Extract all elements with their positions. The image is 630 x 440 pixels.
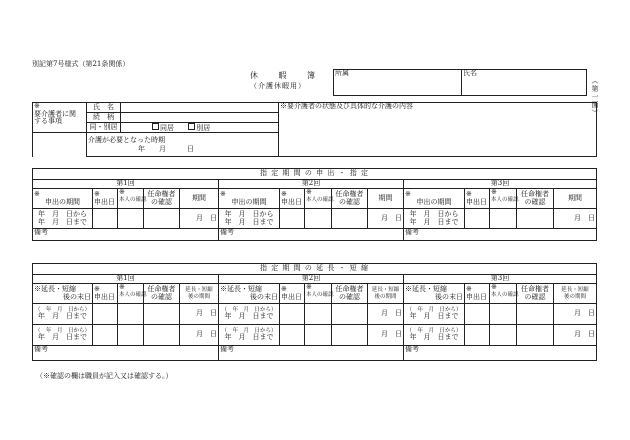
self-confirm-field[interactable] <box>305 304 332 325</box>
designation-table <box>32 168 597 241</box>
ext-end-date-field[interactable]: （ 年 月 日から） 年 月 日まで <box>33 304 93 325</box>
request-date-header: ※ 申出日 <box>465 189 490 209</box>
care-start-label: 介護が必要となった時期 <box>88 135 165 144</box>
name-label: 氏名 <box>463 69 477 77</box>
care-recipient-label <box>33 103 87 133</box>
duration-header: 期間 <box>554 189 597 209</box>
affiliation-label: 所属 <box>335 69 349 77</box>
after-period-header: 延長・短縮 後の期間 <box>554 284 597 304</box>
round-1-header: 第1回 <box>33 180 219 189</box>
duration-field[interactable]: 月 日 <box>180 209 219 229</box>
name-label-cell: 氏 名 <box>87 103 121 113</box>
authority-confirm-header: 任命権者 の確認 <box>517 189 554 209</box>
request-period-header: ※ 申出の期間 <box>219 189 280 209</box>
self-confirm-field[interactable] <box>118 325 144 346</box>
care-start-date: 年 月 日 <box>138 144 194 153</box>
relation-label-cell: 続 柄 <box>87 113 121 123</box>
after-period-field[interactable]: 月 日 <box>368 304 404 325</box>
spacer <box>33 133 87 157</box>
self-confirm-field[interactable] <box>118 304 144 325</box>
name-field[interactable] <box>462 70 587 96</box>
authority-confirm-header: 任命権者 の確認 <box>332 284 368 304</box>
same-residence-checkbox[interactable]: 同居 <box>152 124 174 132</box>
care-condition-label: ※要介護者の状態及び具体的な介護の内容 <box>280 102 413 110</box>
care-recipient-table <box>32 102 597 157</box>
ext-end-date-field[interactable]: （ 年 月 日から） 年 月 日まで <box>404 325 465 346</box>
ext-end-date-field[interactable]: （ 年 月 日から） 年 月 日まで <box>33 325 93 346</box>
ext-end-date-header: ※延長・短縮 後の末日 <box>219 284 280 304</box>
authority-confirm-field[interactable] <box>144 209 180 229</box>
authority-confirm-field[interactable] <box>332 304 368 325</box>
request-date-field[interactable] <box>93 325 118 346</box>
round-3-header: 第3回 <box>404 180 597 189</box>
authority-confirm-field[interactable] <box>517 209 554 229</box>
authority-confirm-header: 任命権者 の確認 <box>332 189 368 209</box>
remarks-field[interactable]: 備考 <box>404 229 597 241</box>
round-3-header: 第3回 <box>404 275 597 284</box>
self-confirm-field[interactable] <box>490 209 517 229</box>
round-2-header: 第2回 <box>219 180 404 189</box>
remarks-field[interactable]: 備考 <box>33 229 219 241</box>
cohabit-options <box>121 123 279 133</box>
remarks-field[interactable]: 備考 <box>219 229 404 241</box>
ext-end-date-field[interactable]: （ 年 月 日から） 年 月 日まで <box>219 325 280 346</box>
self-confirm-header: ※ 本人の確認 <box>305 189 332 209</box>
self-confirm-header: ※ 本人の確認 <box>305 284 332 304</box>
cohabit-label-cell: 同・別居 <box>87 123 121 133</box>
care-condition-field[interactable] <box>279 103 597 157</box>
care-start-field[interactable] <box>87 133 279 157</box>
self-confirm-field[interactable] <box>305 209 332 229</box>
authority-confirm-field[interactable] <box>144 325 180 346</box>
mark: ※ <box>34 102 40 110</box>
request-date-field[interactable] <box>465 325 490 346</box>
authority-confirm-field[interactable] <box>332 209 368 229</box>
extension-table <box>32 263 597 361</box>
ext-end-date-header: ※延長・短縮 後の末日 <box>404 284 465 304</box>
page-mark: （第一面） <box>591 77 599 117</box>
duration-field[interactable]: 月 日 <box>368 209 404 229</box>
staff-info-table <box>333 69 587 96</box>
request-date-field[interactable] <box>93 209 118 229</box>
request-date-field[interactable] <box>93 304 118 325</box>
request-date-field[interactable] <box>280 325 305 346</box>
request-period-field[interactable]: 年 月 日から 年 月 日まで <box>219 209 280 229</box>
self-confirm-field[interactable] <box>118 209 144 229</box>
authority-confirm-field[interactable] <box>517 304 554 325</box>
after-period-field[interactable]: 月 日 <box>554 304 597 325</box>
extension-title: 指 定 期 間 の 延 長 ・ 短 縮 <box>33 264 597 275</box>
authority-confirm-header: 任命権者 の確認 <box>517 284 554 304</box>
request-period-field[interactable]: 年 月 日から 年 月 日まで <box>404 209 465 229</box>
request-date-field[interactable] <box>465 304 490 325</box>
remarks-field[interactable]: 備考 <box>33 346 219 361</box>
form-title: 休 暇 簿 <box>250 71 317 80</box>
label-line-2: する事項 <box>34 117 62 126</box>
request-period-header: ※ 申出の期間 <box>404 189 465 209</box>
self-confirm-field[interactable] <box>490 325 517 346</box>
request-date-header: ※ 申出日 <box>93 189 118 209</box>
relation-field[interactable] <box>121 113 279 123</box>
after-period-header: 延長・短縮 後の期間 <box>180 284 219 304</box>
request-period-field[interactable]: 年 月 日から 年 月 日まで <box>33 209 93 229</box>
self-confirm-header: ※ 本人の確認 <box>490 284 517 304</box>
authority-confirm-field[interactable] <box>144 304 180 325</box>
after-period-field[interactable]: 月 日 <box>554 325 597 346</box>
form-id: 別記第7号様式（第21条関係） <box>32 60 130 68</box>
separate-residence-checkbox[interactable]: 別居 <box>188 124 210 132</box>
self-confirm-header: ※ 本人の確認 <box>118 189 144 209</box>
authority-confirm-field[interactable] <box>517 325 554 346</box>
authority-confirm-header: 任命権者 の確認 <box>144 189 180 209</box>
request-date-field[interactable] <box>280 304 305 325</box>
request-date-header: ※ 申出日 <box>93 284 118 304</box>
duration-header: 期間 <box>368 189 404 209</box>
footnote: （※確認の欄は職員が記入又は確認する。） <box>36 372 173 380</box>
affiliation-field[interactable] <box>334 70 462 96</box>
round-1-header: 第1回 <box>33 275 219 284</box>
after-period-field[interactable]: 月 日 <box>368 325 404 346</box>
self-confirm-header: ※ 本人の確認 <box>118 284 144 304</box>
remarks-field[interactable]: 備考 <box>404 346 597 361</box>
self-confirm-field[interactable] <box>490 304 517 325</box>
ext-end-date-header: ※延長・短縮 後の末日 <box>33 284 93 304</box>
after-period-header: 延長・短縮 後の期間 <box>368 284 404 304</box>
duration-field[interactable]: 月 日 <box>554 209 597 229</box>
after-period-field[interactable]: 月 日 <box>180 304 219 325</box>
duration-header: 期間 <box>180 189 219 209</box>
request-date-header: ※ 申出日 <box>280 189 305 209</box>
ext-end-date-field[interactable]: （ 年 月 日から） 年 月 日まで <box>219 304 280 325</box>
round-2-header: 第2回 <box>219 275 404 284</box>
form-subtitle: （介護休暇用） <box>250 82 306 90</box>
authority-confirm-field[interactable] <box>332 325 368 346</box>
request-period-header: ※ 申出の期間 <box>33 189 93 209</box>
designation-title: 指 定 期 間 の 申 出 ・ 指 定 <box>33 169 597 180</box>
ext-end-date-field[interactable]: （ 年 月 日から） 年 月 日まで <box>404 304 465 325</box>
recipient-name-field[interactable] <box>121 103 279 113</box>
self-confirm-header: ※ 本人の確認 <box>490 189 517 209</box>
request-date-field[interactable] <box>280 209 305 229</box>
label-line-1: 要介護者に関 <box>34 109 76 118</box>
after-period-field[interactable]: 月 日 <box>180 325 219 346</box>
request-date-field[interactable] <box>465 209 490 229</box>
authority-confirm-header: 任命権者 の確認 <box>144 284 180 304</box>
request-date-header: ※ 申出日 <box>280 284 305 304</box>
self-confirm-field[interactable] <box>305 325 332 346</box>
request-date-header: ※ 申出日 <box>465 284 490 304</box>
remarks-field[interactable]: 備考 <box>219 346 404 361</box>
